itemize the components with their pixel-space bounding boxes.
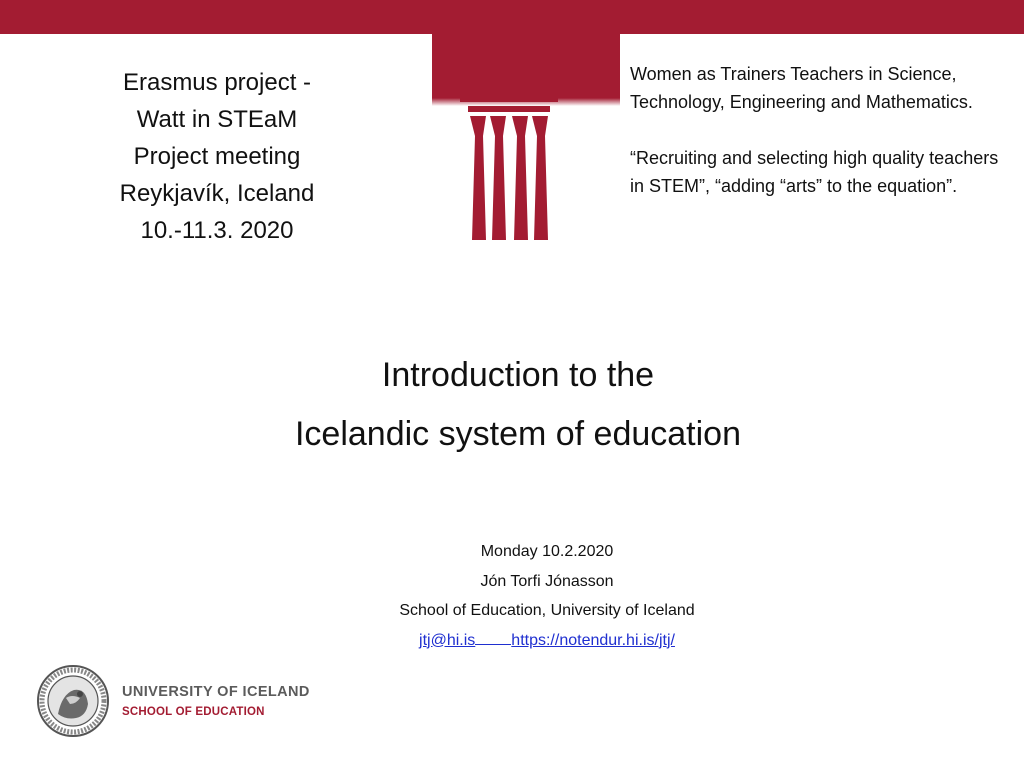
university-seal-icon xyxy=(36,664,110,738)
link-spacer xyxy=(475,630,511,645)
contact-links xyxy=(0,626,1024,656)
presenter-name: Jón Torfi Jónasson xyxy=(480,572,614,590)
project-title-line: Project meeting xyxy=(133,143,301,170)
project-description-text: Women as Trainers Teachers in Science, Technology, Engineering and Mathematics. xyxy=(630,64,973,112)
university-logo xyxy=(36,664,326,744)
project-title-line: Erasmus project - xyxy=(122,69,312,96)
presenter-info xyxy=(0,537,1024,655)
presentation-date: Monday 10.2.2020 xyxy=(480,543,614,560)
project-title-line: Reykjavík, Iceland xyxy=(119,180,315,207)
paragraph-gap xyxy=(630,116,1010,144)
page-title-line: Icelandic system of education xyxy=(294,415,742,453)
project-quote-text: “Recruiting and selecting high quality teachers in STEM”, “adding “arts” to the equation”. xyxy=(630,148,999,196)
page-title xyxy=(0,346,1024,464)
homepage-link[interactable]: https://notendur.hi.is/jtj/ xyxy=(511,631,675,649)
banner-tab xyxy=(432,34,620,98)
university-name: UNIVERSITY OF ICELAND xyxy=(122,684,310,700)
columns-logo-icon xyxy=(460,96,558,240)
top-banner xyxy=(0,0,1024,34)
project-description xyxy=(630,60,1010,200)
project-title-line: 10.-11.3. 2020 xyxy=(140,217,294,244)
project-title xyxy=(92,64,342,249)
email-link[interactable]: jtj@hi.is xyxy=(419,631,476,649)
school-name: SCHOOL OF EDUCATION xyxy=(122,706,265,718)
project-title-line: Watt in STEaM xyxy=(136,106,298,133)
presenter-affiliation: School of Education, University of Iceland xyxy=(399,602,695,619)
page-title-line: Introduction to the xyxy=(381,356,655,394)
